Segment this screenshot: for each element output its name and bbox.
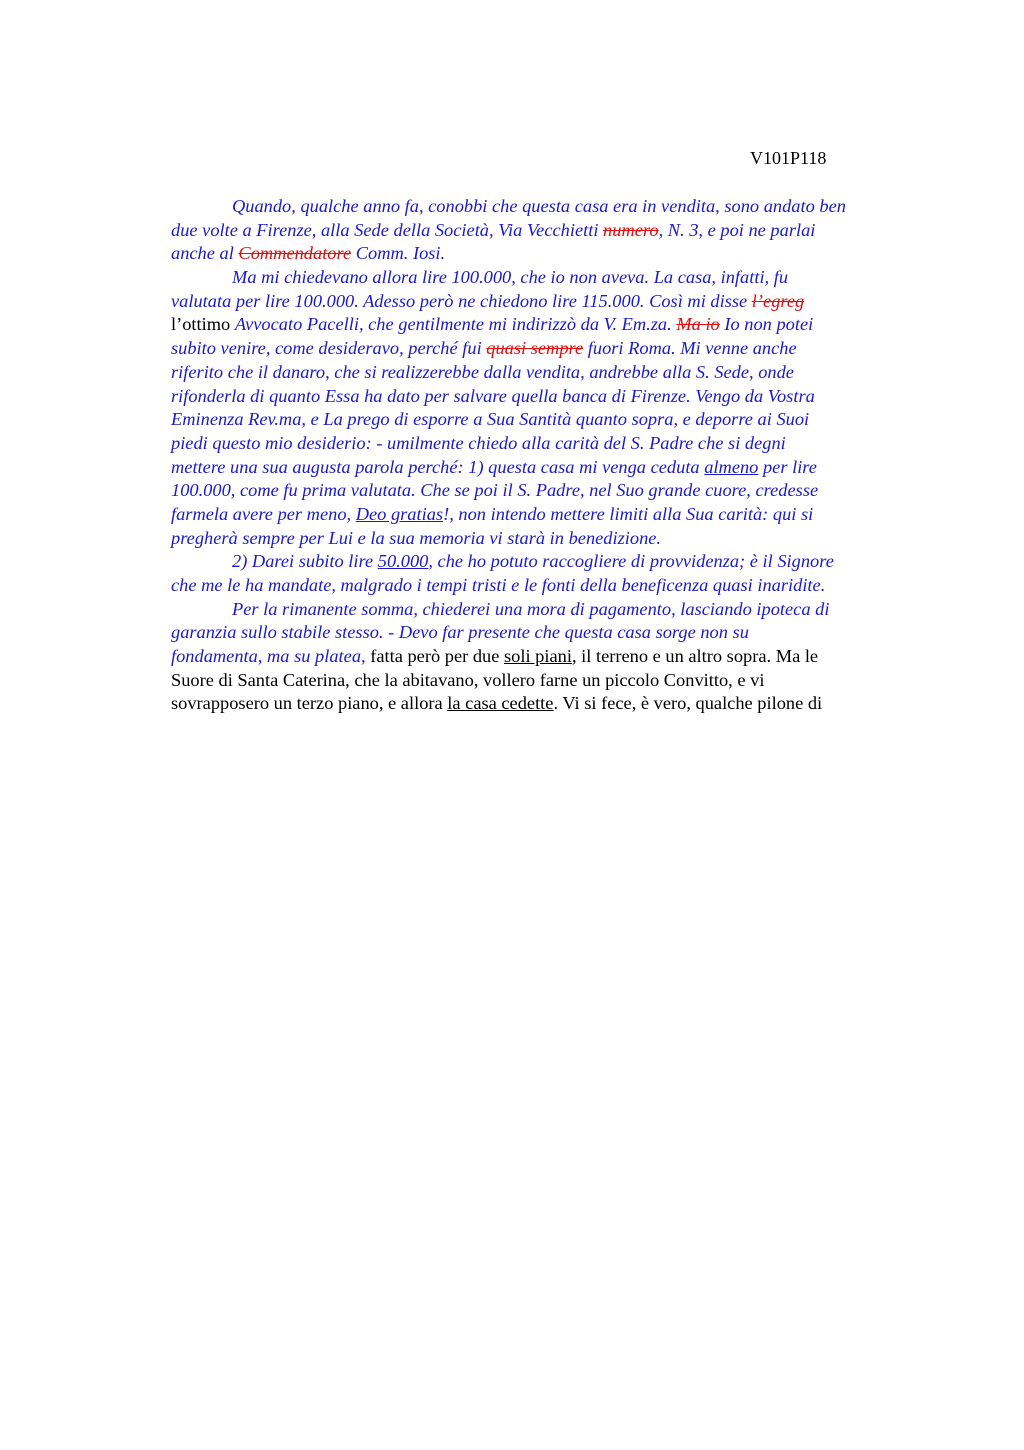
text-segment: Suore di Santa Caterina, che la abitavano, vollero farne un piccolo Convitto, e vi (171, 669, 765, 690)
text-segment: mettere una sua augusta parola perché: 1) questa casa mi venga ceduta (171, 456, 705, 477)
text-segment: due volte a Firenze, alla Sede della Società, Via Vecchietti (171, 219, 604, 240)
text-line (171, 266, 931, 290)
text-segment: Eminenza Rev.ma, e La prego di esporre a Sua Santità quanto sopra, e deporre ai Suoi (171, 409, 810, 430)
text-segment: Io non potei (719, 314, 814, 335)
text-line (171, 195, 931, 219)
text-line (171, 645, 931, 669)
text-segment: , che ho potuto raccogliere di provvidenza; è il Signore (428, 551, 834, 572)
page-reference: V101P118 (750, 148, 827, 168)
text-segment: riferito che il danaro, che si realizzerebbe dalla vendita, andrebbe alla S. Sede, onde (171, 361, 794, 382)
text-segment: l’ottimo (171, 314, 235, 335)
text-line (171, 692, 931, 716)
text-segment: , il terreno e un altro sopra. Ma le (571, 646, 819, 667)
text-segment: subito venire, come desideravo, perché fui (171, 338, 487, 359)
text-segment: Avvocato Pacelli, che gentilmente mi indirizzò da V. Em.za. (234, 314, 677, 335)
text-segment: Ma mi chiedevano allora lire 100.000, che io non aveva. La casa, infatti, fu (232, 267, 789, 288)
text-line (171, 432, 931, 456)
text-segment: fondamenta, ma su platea, (171, 646, 371, 667)
text-line (171, 527, 931, 551)
text-segment: fatta però per due (370, 646, 504, 667)
document-body (171, 195, 931, 716)
deleted-text: l’egreg (751, 290, 805, 311)
deleted-text: quasi sempre (486, 338, 584, 359)
text-segment: che me le ha mandate, malgrado i tempi tristi e le fonti della beneficenza quasi inaridite. (171, 575, 826, 595)
underlined-text: la casa cedette (447, 693, 554, 714)
text-segment: , N. 3, e poi ne parlai (658, 219, 816, 240)
text-line (171, 219, 931, 243)
text-segment: anche al (171, 243, 239, 264)
text-segment: Per la rimanente somma, chiederei una mora di pagamento, lasciando ipoteca di (232, 598, 830, 619)
text-line (171, 408, 931, 432)
text-line (171, 313, 931, 337)
text-line (171, 290, 931, 314)
deleted-text: Commendatore (238, 243, 352, 264)
underlined-text: Deo gratias (355, 503, 444, 524)
text-segment: piedi questo mio desiderio: - umilmente chiedo alla carità del S. Padre che si degni (171, 432, 786, 453)
underlined-text: 50.000 (377, 551, 429, 572)
text-line (171, 337, 931, 361)
text-segment: Quando, qualche anno fa, conobbi che questa casa era in vendita, sono andato ben (232, 196, 846, 216)
text-segment: pregherà sempre per Lui e la sua memoria vi starà in benedizione. (171, 527, 662, 548)
text-line (171, 242, 931, 266)
text-line (171, 361, 931, 385)
text-line (171, 456, 931, 480)
text-line (171, 503, 931, 527)
underlined-text: soli piani (504, 646, 572, 667)
text-segment: fuori Roma. Mi venne anche (583, 338, 797, 359)
text-line (171, 574, 931, 598)
text-line (171, 479, 931, 503)
deleted-text: numero (603, 219, 659, 240)
text-line (171, 621, 931, 645)
text-segment: Comm. Iosi. (351, 243, 446, 264)
text-line (171, 550, 931, 574)
text-segment: 2) Darei subito lire (232, 551, 378, 572)
underlined-text: almeno (704, 456, 759, 477)
text-segment: sovrapposero un terzo piano, e allora (171, 693, 448, 714)
text-segment: !, non intendo mettere limiti alla Sua carità: qui si (443, 503, 814, 524)
text-segment: per lire (758, 456, 817, 477)
text-segment: valutata per lire 100.000. Adesso però ne chiedono lire 115.000. Così mi disse (171, 290, 752, 311)
text-segment: garanzia sullo stabile stesso. - Devo far presente che questa casa sorge non su (171, 622, 749, 643)
text-segment: farmela avere per meno, (171, 503, 356, 524)
text-line (171, 669, 931, 693)
text-line (171, 385, 931, 409)
text-line (171, 598, 931, 622)
text-segment: rifonderla di quanto Essa ha dato per salvare quella banca di Firenze. Vengo da Vostra (171, 385, 815, 406)
text-segment: . Vi si fece, è vero, qualche pilone di (553, 693, 823, 714)
text-segment: 100.000, come fu prima valutata. Che se poi il S. Padre, nel Suo grande cuore, credesse (171, 480, 819, 501)
deleted-text: Ma io (676, 314, 720, 335)
